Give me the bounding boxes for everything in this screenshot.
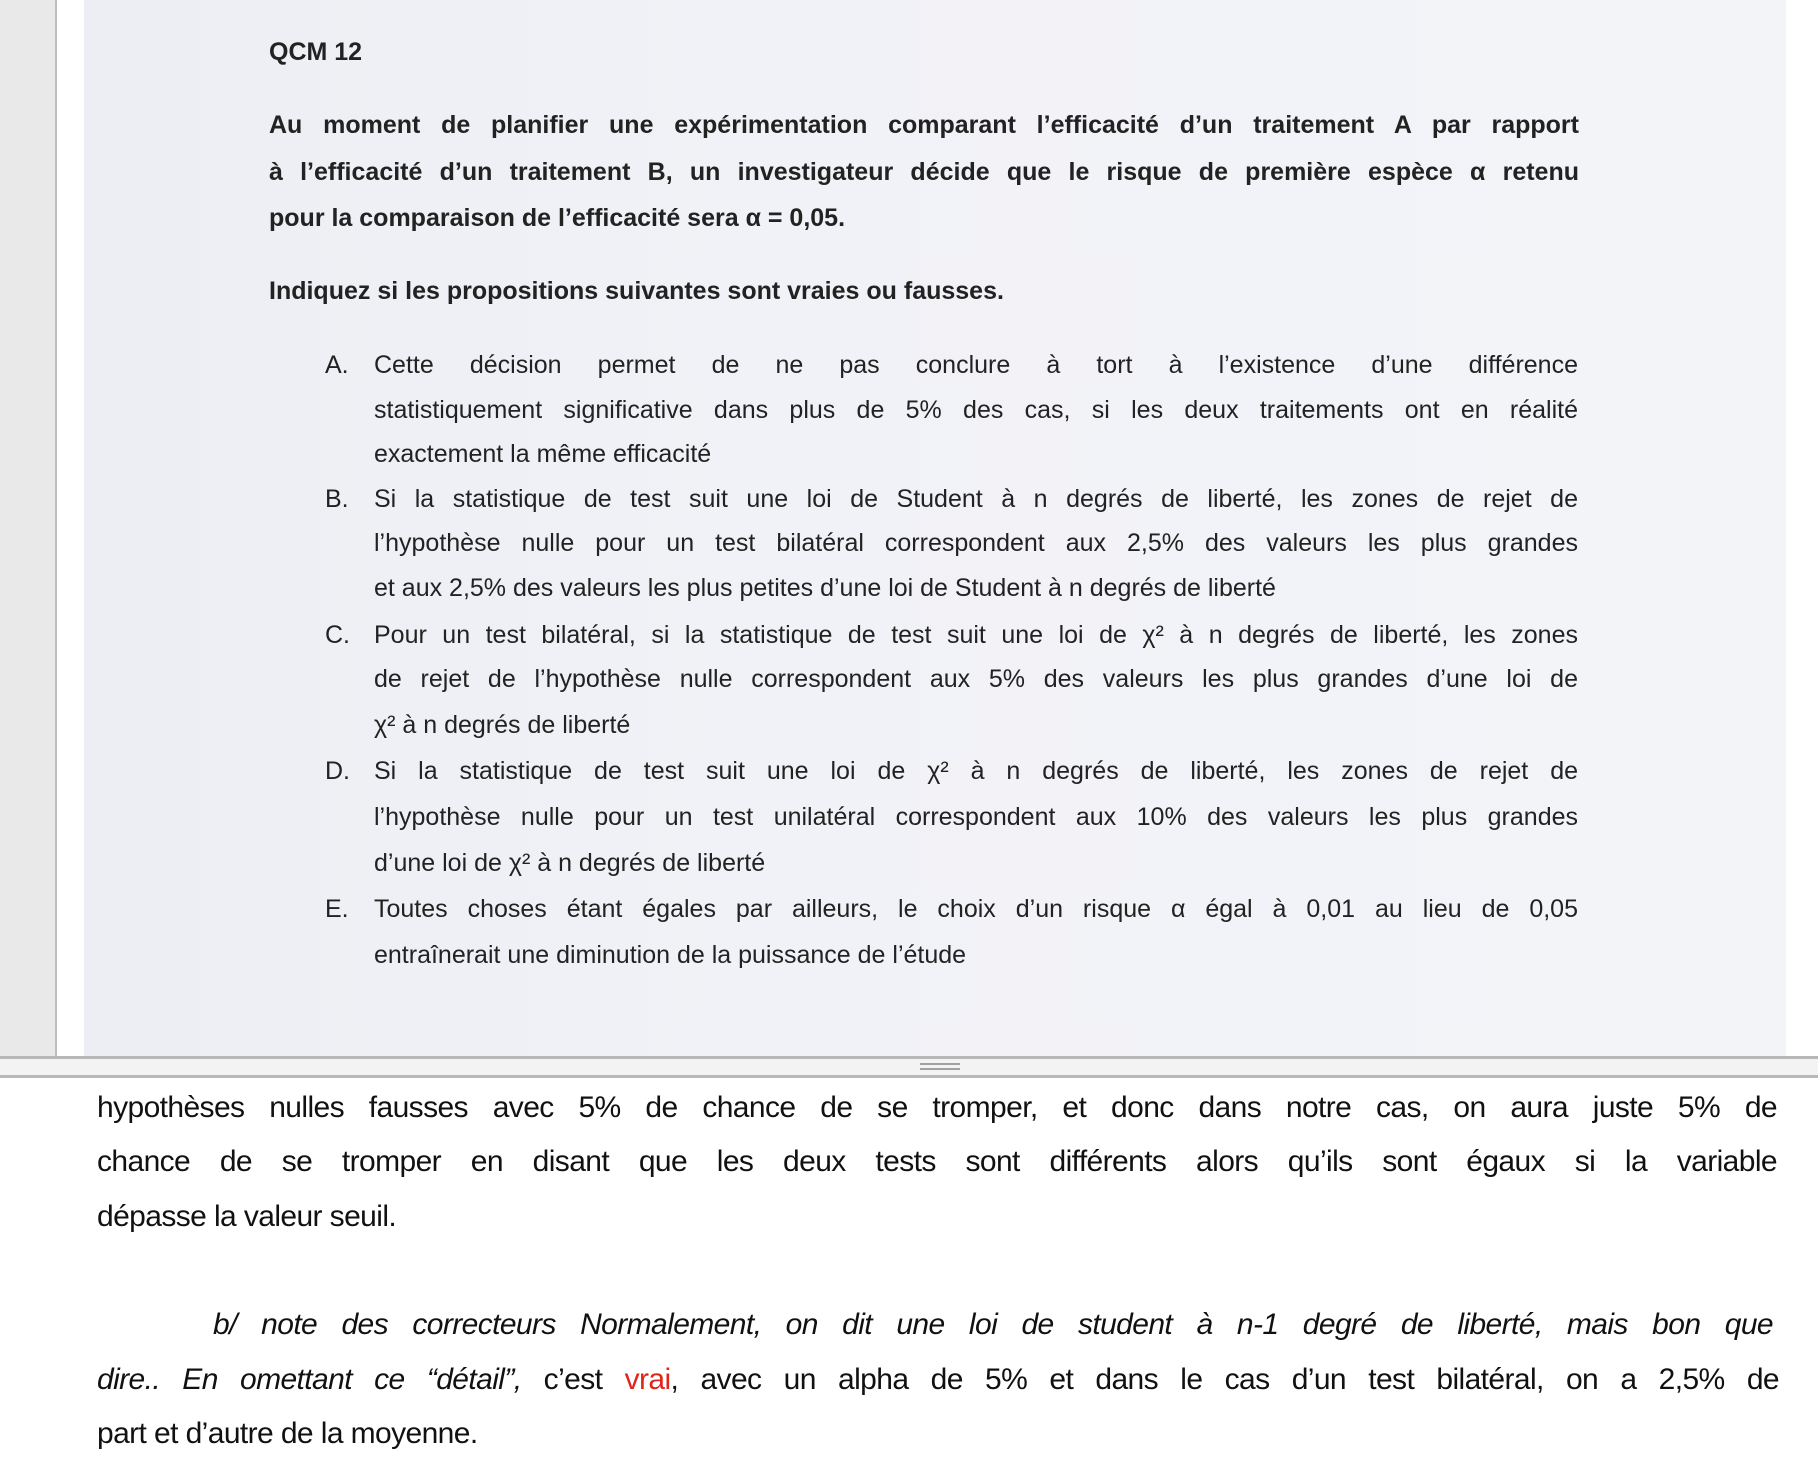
- answer-true-label: vrai: [624, 1363, 671, 1396]
- option-letter: A.: [325, 351, 349, 379]
- option-line: entraînerait une diminution de la puissance de l’étude: [374, 941, 967, 969]
- option-line: exactement la même efficacité: [374, 440, 712, 468]
- left-gutter: [0, 0, 57, 1056]
- option-letter: C.: [325, 621, 350, 649]
- note-text: , avec un alpha de 5% et dans le cas d’un test bilatéral, on a 2,5% de: [670, 1363, 1779, 1396]
- option-line: Cette décision permet de ne pas conclure à tort à l’existence d’une différence: [374, 351, 1578, 379]
- correctors-note-line: [97, 1362, 1779, 1398]
- option-line: de rejet de l’hypothèse nulle correspondent aux 5% des valeurs les plus grandes d’une loi de: [374, 665, 1578, 693]
- option-line: Pour un test bilatéral, si la statistique de test suit une loi de χ² à n degrés de liberté, les zones: [374, 621, 1578, 649]
- option-line: et aux 2,5% des valeurs les plus petites d’une loi de Student à n degrés de liberté: [374, 574, 1276, 602]
- intro-line: à l’efficacité d’un traitement B, un investigateur décide que le risque de première espèce α retenu: [269, 158, 1579, 186]
- note-italic: dire.. En omettant ce “détail”,: [97, 1363, 522, 1396]
- option-line: l’hypothèse nulle pour un test bilatéral correspondent aux 2,5% des valeurs les plus grandes: [374, 529, 1578, 557]
- pane-splitter[interactable]: [0, 1056, 1818, 1078]
- option-line: Toutes choses étant égales par ailleurs, le choix d’un risque α égal à 0,01 au lieu de 0,05: [374, 895, 1578, 923]
- note-line: dépasse la valeur seuil.: [97, 1200, 397, 1233]
- note-line: chance de se tromper en disant que les deux tests sont différents alors qu’ils sont égaux si la variable: [97, 1145, 1777, 1178]
- intro-line: Au moment de planifier une expérimentation comparant l’efficacité d’un traitement A par rapport: [269, 111, 1579, 139]
- option-letter: B.: [325, 485, 349, 513]
- note-line: part et d’autre de la moyenne.: [97, 1417, 478, 1450]
- option-line: χ² à n degrés de liberté: [374, 711, 631, 739]
- option-letter: D.: [325, 757, 350, 785]
- grip-icon: [920, 1063, 960, 1070]
- question-title: QCM 12: [269, 38, 363, 66]
- intro-line: pour la comparaison de l’efficacité sera α = 0,05.: [269, 204, 846, 232]
- option-line: Si la statistique de test suit une loi de χ² à n degrés de liberté, les zones de rejet de: [374, 757, 1578, 785]
- note-text: c’est: [521, 1363, 625, 1396]
- correctors-note-line: b/ note des correcteurs Normalement, on dit une loi de student à n-1 degré de liberté, mais bon que: [213, 1308, 1773, 1341]
- option-letter: E.: [325, 895, 349, 923]
- option-line: statistiquement significative dans plus de 5% des cas, si les deux traitements ont en réalité: [374, 396, 1578, 424]
- option-line: d’une loi de χ² à n degrés de liberté: [374, 849, 766, 877]
- note-line: hypothèses nulles fausses avec 5% de chance de se tromper, et donc dans notre cas, on aura juste 5% de: [97, 1091, 1777, 1124]
- option-line: l’hypothèse nulle pour un test unilatéral correspondent aux 10% des valeurs les plus grandes: [374, 803, 1578, 831]
- option-line: Si la statistique de test suit une loi de Student à n degrés de liberté, les zones de rejet de: [374, 485, 1578, 513]
- instruction: Indiquez si les propositions suivantes sont vraies ou fausses.: [269, 277, 1004, 305]
